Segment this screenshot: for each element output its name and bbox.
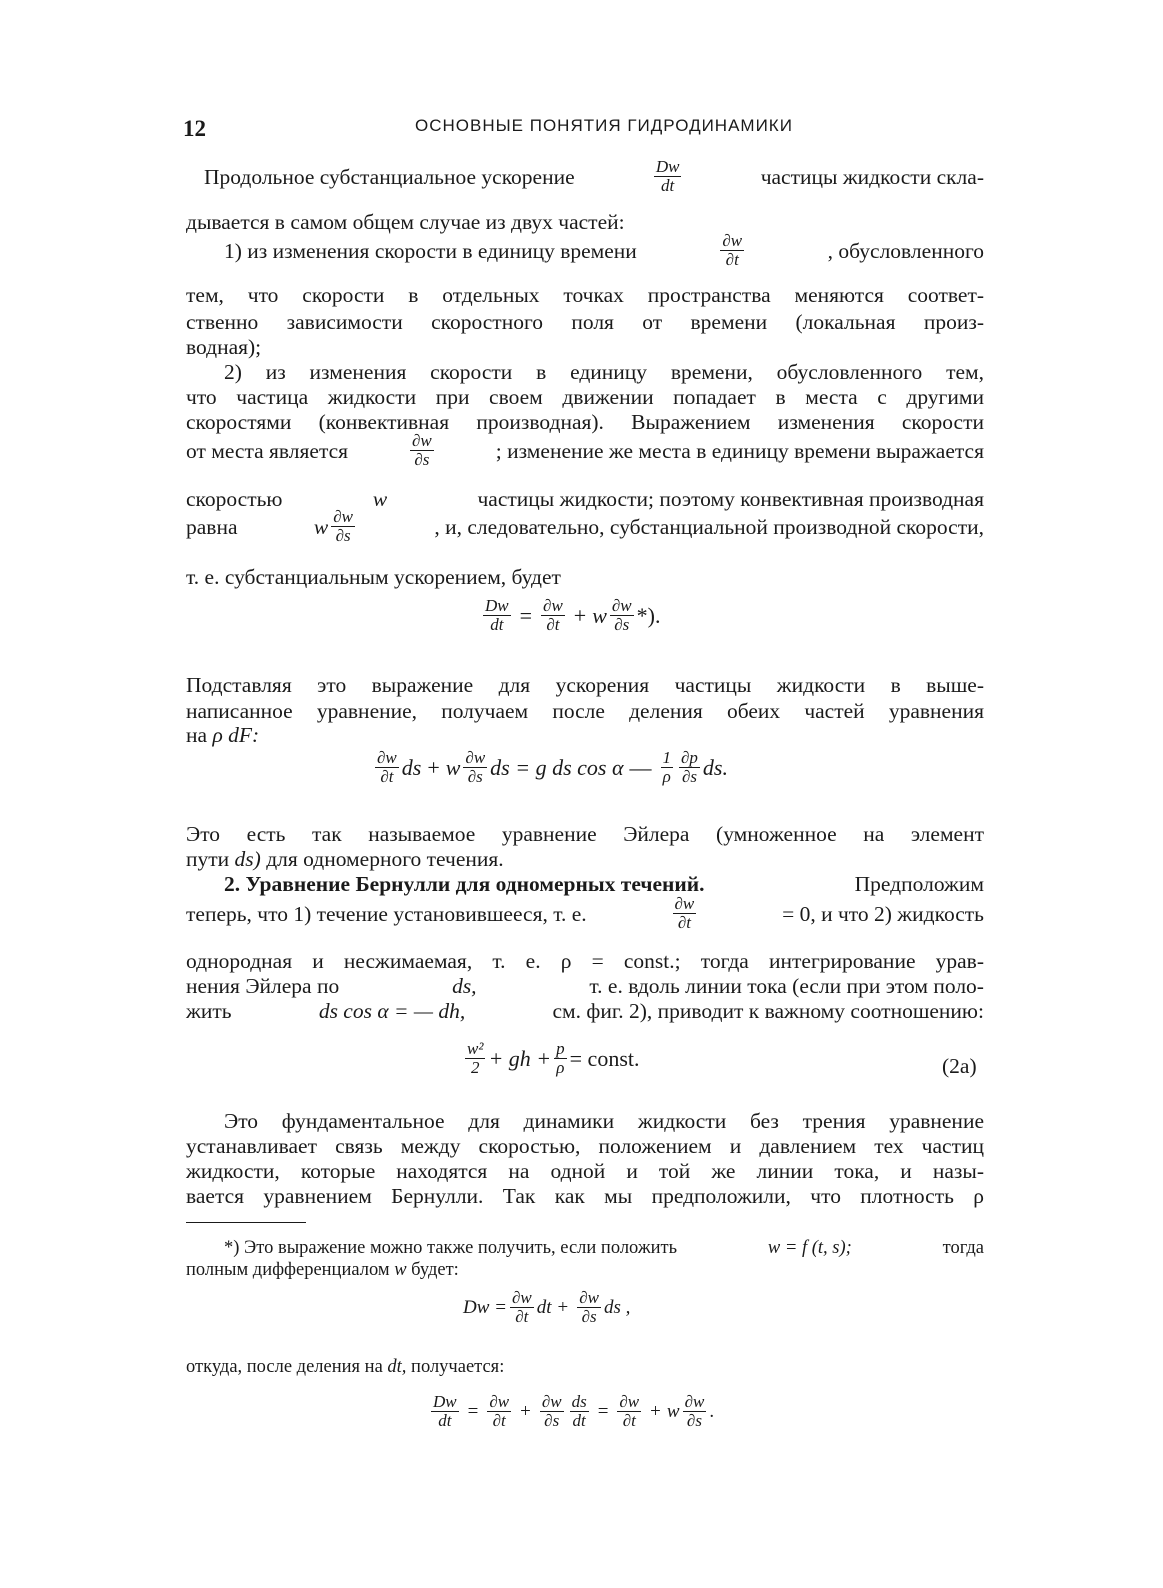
fraction: $\frac{\partial w}{\partial t}$	[619, 1392, 640, 1430]
text-span: *) Это выражение можно также получить, если положить	[224, 1238, 678, 1258]
math-symbol: dt,	[387, 1357, 407, 1377]
fraction: $\frac{\partial w}{\partial s}$	[684, 1392, 705, 1430]
section-heading: 2. Уравнение Бернулли для одномерных течений.	[224, 872, 705, 896]
text-span: для одномерного течения.	[266, 847, 504, 871]
text-span: тогда	[942, 1238, 984, 1258]
paragraph-line	[186, 972, 984, 1000]
fraction: $\frac{\partial w}{\partial s}$	[541, 1392, 562, 1430]
paragraph-line: Это фундаментальное для динамики жидкости без трения уравнение	[224, 1109, 984, 1133]
paragraph-line	[186, 508, 984, 545]
math-symbol: ρ dF:	[212, 723, 260, 747]
fraction: $\frac{\partial w}{\partial t}$	[377, 748, 397, 786]
running-title: ОСНОВНЫЕ ПОНЯТИЯ ГИДРОДИНАМИКИ	[415, 116, 793, 135]
fraction: $\frac{Dw}{dt}$	[655, 157, 680, 195]
text-span: = 0, и что 2) жидкость	[782, 901, 984, 926]
fraction: $\frac{Dw}{dt}$	[485, 596, 509, 634]
paragraph-line: вается уравнением Бернулли. Так как мы предположили, что плотность ρ	[186, 1184, 984, 1208]
math-symbol: w	[372, 487, 388, 511]
text-span: Предположим	[854, 872, 984, 896]
paragraph-line: дывается в самом общем случае из двух частей:	[186, 210, 625, 234]
paragraph-line: 2) из изменения скорости в единицу времени, обусловленного тем,	[224, 360, 984, 384]
fraction: $\frac{\partial w}{\partial t}$	[511, 1288, 532, 1326]
fraction: $\frac{\partial w}{\partial s}$	[412, 431, 432, 469]
fraction: $\frac{Dw}{dt}$	[433, 1392, 457, 1430]
paragraph-line: ственно зависимости скоростного поля от времени (локальная произ-	[186, 310, 984, 334]
text-span: частицы жидкости; поэтому конвективная производная	[477, 487, 984, 511]
paragraph-line: скоростями (конвективная производная). Выражением изменения скорости	[186, 410, 984, 434]
text-span: см. фиг. 2), приводит к важному соотношению:	[552, 999, 984, 1023]
math-symbol: ds)	[234, 847, 261, 871]
equation-bernoulli: $\frac{\text{w²}}{2}$ + gh + $\frac{p}{\rho}$ = const.	[467, 1039, 640, 1077]
fraction: $\frac{\partial w}{\partial s}$	[579, 1288, 599, 1326]
paragraph-line: однородная и несжимаемая, т. е. ρ = const.; тогда интегрирование урав-	[186, 949, 984, 973]
fraction: $\frac{\partial w}{\partial t}$	[722, 231, 743, 269]
math-symbol: w = f (t, s);	[767, 1238, 852, 1258]
footnote-equation-total-differential: Dw = $\frac{\partial w}{\partial t}$ dt + $\frac{\partial w}{\partial s}$ ds ,	[463, 1288, 631, 1326]
footnote-equation-result: $\frac{Dw}{dt}$ = $\frac{\partial w}{\partial t}$ + $\frac{\partial w}{\partial s}$ $\frac{ds}{dt}$ = $\frac{\partial w}{\partial t}$ + w $\frac{\partial w}{\partial s}$ .	[433, 1392, 715, 1430]
text-span: скоростью	[186, 487, 283, 511]
paragraph-line: тем, что скорости в отдельных точках пространства меняются соответ-	[186, 283, 984, 307]
math-symbol: w	[394, 1260, 407, 1280]
paragraph-line: устанавливает связь между скоростью, положением и давлением тех частиц	[186, 1134, 984, 1158]
text-span: полным дифференциалом	[186, 1260, 390, 1280]
text-span: получается:	[411, 1357, 505, 1377]
footnote-line	[186, 1355, 504, 1379]
paragraph-line	[204, 158, 984, 195]
fraction: $\frac{\text{w²}}{2}$	[467, 1039, 484, 1077]
text-span: 1) из изменения скорости в единицу времени	[224, 238, 637, 263]
fraction: $\frac{\partial w}{\partial t}$	[489, 1392, 510, 1430]
text-span: равна	[186, 514, 238, 539]
fraction: $\frac{\partial w}{\partial t}$	[543, 596, 563, 634]
paragraph-line: написанное уравнение, получаем после деления обеих частей уравнения	[186, 699, 984, 723]
text-span: на	[186, 723, 208, 747]
text-span: нения Эйлера по	[186, 974, 340, 998]
fraction: $\frac{\partial w}{\partial s}$	[465, 748, 486, 786]
paragraph-line	[224, 232, 984, 269]
fraction: $\frac{\partial p}{\partial s}$	[681, 748, 698, 786]
paragraph-line: т. е. субстанциальным ускорением, будет	[186, 565, 561, 589]
text-span: Продольное субстанциальное ускорение	[204, 164, 575, 189]
equation-euler: $\frac{\partial w}{\partial t}$ ds + w $\frac{\partial w}{\partial s}$ ds = g ds cos α — $\frac{1}{\rho}$ $\frac{\partial p}{\partial s}$ ds.	[377, 748, 728, 786]
text-span: теперь, что 1) течение установившееся, т. е.	[186, 901, 587, 926]
paragraph-line	[186, 895, 984, 932]
paragraph-line	[186, 997, 984, 1025]
footnote-line	[224, 1236, 984, 1260]
fraction: $\frac{1}{\rho}$	[662, 748, 672, 786]
text-span: откуда, после деления на	[186, 1357, 383, 1377]
paragraph-line	[186, 845, 504, 873]
fraction: $\frac{p}{\rho}$	[556, 1039, 565, 1077]
fraction: $\frac{\partial w}{\partial s}$	[611, 596, 632, 634]
paragraph-line: Подставляя это выражение для ускорения частицы жидкости в выше-	[186, 673, 984, 697]
section-heading-line	[224, 870, 984, 898]
text-span: от места является	[186, 438, 349, 463]
fraction: $\frac{\partial w}{\partial s}$	[333, 507, 353, 545]
text-span: частицы жидкости скла-	[760, 164, 984, 189]
text-span: , и, следовательно, субстанциальной производной скорости,	[434, 514, 984, 539]
fraction: $\frac{ds}{dt}$	[571, 1392, 587, 1430]
text-span: пути	[186, 847, 230, 871]
text-span: будет:	[411, 1260, 459, 1280]
text-span: ; изменение же места в единицу времени выражается	[495, 438, 984, 463]
equation-label: (2а)	[942, 1054, 977, 1078]
page-number: 12	[183, 116, 206, 141]
math-group	[314, 508, 358, 545]
fraction: $\frac{\partial w}{\partial t}$	[674, 894, 695, 932]
paragraph-line: водная);	[186, 335, 262, 359]
text-span: жить	[186, 999, 232, 1023]
text-span: т. е. вдоль линии тока (если при этом поло-	[589, 974, 984, 998]
text-span: , обусловленного	[827, 238, 984, 263]
paragraph-line: Это есть так называемое уравнение Эйлера (умноженное на элемент	[186, 822, 984, 846]
paragraph-line: что частица жидкости при своем движении попадает в места с другими	[186, 385, 984, 409]
paragraph-line: жидкости, которые находятся на одной и той же линии тока, и назы-	[186, 1159, 984, 1183]
equation-substantial-derivative: $\frac{Dw}{dt}$ = $\frac{\partial w}{\partial t}$ + w $\frac{\partial w}{\partial s}$ *).	[485, 596, 661, 634]
math-symbol: ds,	[452, 974, 477, 998]
math-symbol: ds cos α = — dh,	[318, 999, 466, 1023]
paragraph-line	[186, 432, 984, 469]
footnote-rule	[186, 1222, 306, 1223]
paragraph-line	[186, 721, 259, 749]
footnote-line	[186, 1258, 459, 1282]
math-symbol: w	[313, 514, 329, 539]
